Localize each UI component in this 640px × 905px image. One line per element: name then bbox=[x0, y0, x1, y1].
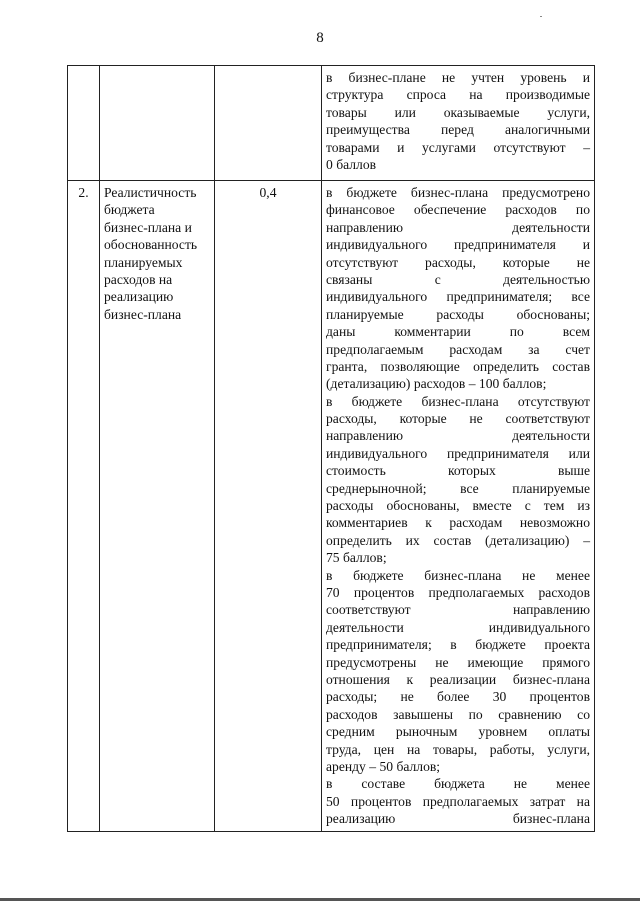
description-line: комментариев к расходам невозможно bbox=[326, 515, 590, 531]
criterion-line: бюджета bbox=[104, 202, 155, 218]
criterion-cell bbox=[100, 181, 215, 832]
description-line: в бюджете бизнес-плана отсутствуют bbox=[326, 393, 590, 409]
description-line: в бюджете бизнес-плана не менее bbox=[326, 567, 590, 583]
weight-cell: 0,4 bbox=[215, 181, 322, 832]
description-line: структура спроса на производимые bbox=[326, 87, 590, 103]
description-line: 50 процентов предполагаемых затрат на bbox=[326, 793, 590, 809]
description-line: предпринимателя; в бюджете проекта bbox=[326, 637, 590, 653]
scoring-description-cell bbox=[322, 181, 595, 832]
description-line: предусмотрены не имеющие прямого bbox=[326, 654, 590, 670]
description-line: в бизнес-плане не учтен уровень и bbox=[326, 70, 590, 85]
scan-artifact-dot bbox=[540, 16, 542, 17]
table-row-criterion-2 bbox=[68, 181, 595, 832]
weight-cell bbox=[215, 66, 322, 181]
description-line: преимущества перед аналогичными bbox=[326, 122, 590, 138]
criterion-line: расходов на bbox=[104, 271, 173, 287]
description-line: (детализацию) расходов – 100 баллов; bbox=[326, 376, 547, 392]
description-line: в бюджете бизнес-плана предусмотрено bbox=[326, 185, 590, 200]
criterion-cell bbox=[100, 66, 215, 181]
criterion-line: бизнес-плана и bbox=[104, 219, 192, 235]
description-line: 0 баллов bbox=[326, 156, 377, 172]
description-line: среднерыночной; все планируемые bbox=[326, 480, 590, 496]
description-line: 75 баллов; bbox=[326, 550, 387, 566]
description-line: индивидуального предпринимателя или bbox=[326, 445, 590, 461]
description-line: расходов завышены по сравнению со bbox=[326, 706, 590, 722]
description-line: даны комментарии по всем bbox=[326, 324, 590, 340]
description-line: направлению деятельности bbox=[326, 428, 590, 444]
description-line: 70 процентов предполагаемых расходов bbox=[326, 584, 590, 600]
description-line: аренду – 50 баллов; bbox=[326, 758, 441, 774]
description-line: направлению деятельности bbox=[326, 219, 590, 235]
description-line: труда, цен на товары, работы, услуги, bbox=[326, 741, 590, 757]
criterion-line: планируемых bbox=[104, 254, 183, 270]
description-line: расходы; не более 30 процентов bbox=[326, 689, 590, 705]
description-line: соответствуют направлению bbox=[326, 602, 590, 618]
scoring-description-text bbox=[326, 184, 590, 827]
description-line: предполагаемым расходам за счет bbox=[326, 341, 590, 357]
description-line: индивидуального предпринимателя; все bbox=[326, 289, 590, 305]
description-line: связаны с деятельностью bbox=[326, 271, 590, 287]
row-number-cell bbox=[68, 66, 100, 181]
description-line: планируемые расходы обоснованы; bbox=[326, 306, 590, 322]
description-line: товарами и услугами отсутствуют – bbox=[326, 139, 590, 155]
description-line: гранта, позволяющие определить состав bbox=[326, 358, 590, 374]
description-line: определить их состав (детализацию) – bbox=[326, 532, 590, 548]
description-line: отсутствуют расходы, которые не bbox=[326, 254, 590, 270]
description-line: товары или оказываемые услуги, bbox=[326, 104, 590, 120]
description-line: финансовое обеспечение расходов по bbox=[326, 202, 590, 218]
criterion-line: Реалистичность bbox=[104, 185, 197, 200]
row-number-cell: 2. bbox=[68, 181, 100, 832]
description-line: стоимость которых выше bbox=[326, 463, 590, 479]
description-line: индивидуального предпринимателя и bbox=[326, 237, 590, 253]
scoring-description-text bbox=[326, 69, 590, 173]
description-line: расходы, которые не соответствуют bbox=[326, 411, 590, 427]
description-line: расходы обоснованы, вместе с тем из bbox=[326, 498, 590, 514]
description-line: деятельности индивидуального bbox=[326, 619, 590, 635]
page-number: 8 bbox=[316, 30, 324, 46]
table-row-continuation bbox=[68, 66, 595, 181]
description-line: средним рыночным уровнем оплаты bbox=[326, 724, 590, 740]
criterion-name bbox=[104, 184, 210, 323]
criterion-line: бизнес-плана bbox=[104, 306, 182, 322]
criteria-table bbox=[67, 65, 595, 832]
criterion-line: обоснованность bbox=[104, 237, 198, 253]
description-line: реализацию бизнес-плана bbox=[326, 811, 590, 827]
criterion-line: реализацию bbox=[104, 289, 174, 305]
description-line: отношения к реализации бизнес-плана bbox=[326, 671, 590, 687]
scan-bottom-edge bbox=[0, 898, 640, 901]
scoring-description-cell bbox=[322, 66, 595, 181]
description-line: в составе бюджета не менее bbox=[326, 776, 590, 792]
